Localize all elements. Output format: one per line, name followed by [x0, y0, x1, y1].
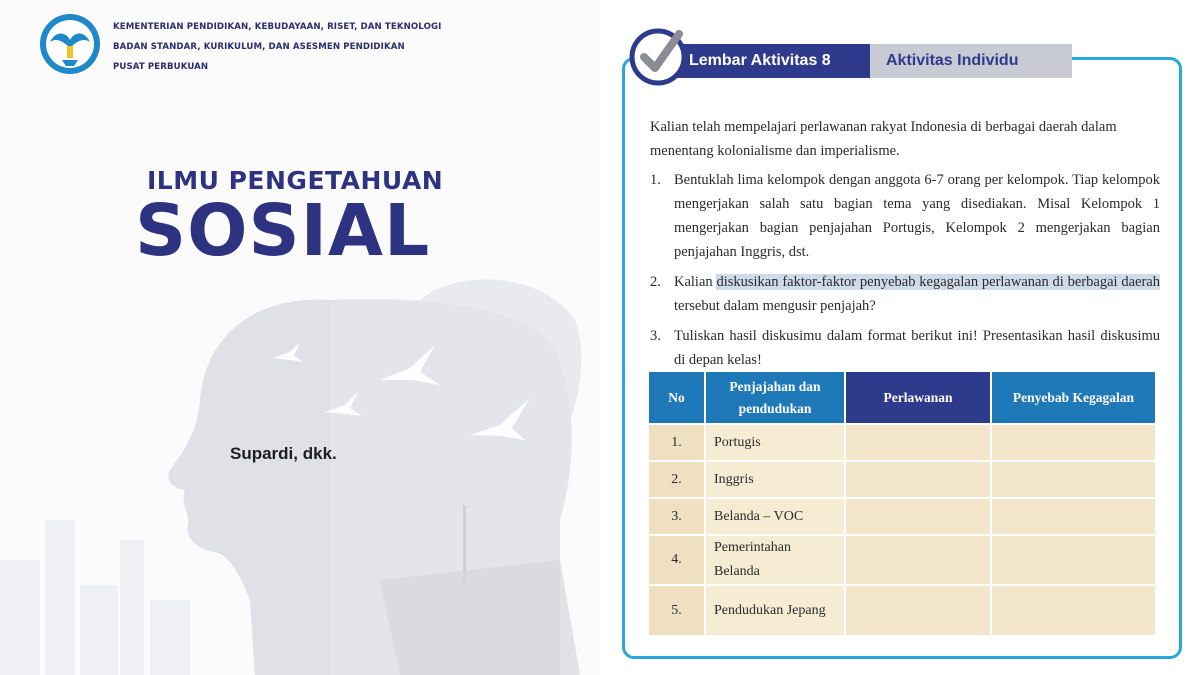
header-occupation: Penjajahan dan pendudukan [705, 372, 845, 424]
activity-type-label: Aktivitas Individu [870, 44, 1072, 78]
step-number: 2. [650, 274, 661, 290]
row-occupation: Inggris [705, 461, 845, 498]
activity-steps [650, 168, 1160, 378]
subject-title: SOSIAL [135, 189, 431, 272]
discussion-table [649, 372, 1157, 635]
ministry-line-3: PUSAT PERBUKUAN [113, 62, 209, 72]
checkmark-icon [627, 24, 689, 86]
step-2 [650, 270, 1160, 318]
header-failure-cause: Penyebab Kegagalan [991, 372, 1156, 424]
step-3 [650, 324, 1160, 372]
activity-tab-label: Lembar Aktivitas 8 [667, 44, 870, 78]
step-text-after: tersebut dalam mengusir penjajah? [674, 298, 876, 314]
activity-intro: Kalian telah mempelajari perlawanan rakyat Indonesia di berbagai daerah dalam menentang kolonialisme dan imperialisme. [650, 119, 1117, 159]
table-row [649, 461, 1156, 498]
row-occupation: Portugis [705, 424, 845, 461]
ministry-line-1: KEMENTERIAN PENDIDIKAN, KEBUDAYAAN, RISET, DAN TEKNOLOGI [113, 22, 442, 32]
row-cause-cell[interactable] [991, 585, 1156, 635]
row-resistance-cell[interactable] [845, 424, 991, 461]
subject-prefix: ILMU PENGETAHUAN [147, 166, 444, 195]
table-row [649, 535, 1156, 585]
row-occupation: Pemerintahan Belanda [705, 535, 845, 585]
header-no: No [649, 372, 705, 424]
row-occupation: Belanda – VOC [705, 498, 845, 535]
row-resistance-cell[interactable] [845, 498, 991, 535]
ministry-line-2: BADAN STANDAR, KURIKULUM, DAN ASESMEN PENDIDIKAN [113, 42, 405, 52]
row-cause-cell[interactable] [991, 498, 1156, 535]
author-name: Supardi, dkk. [230, 444, 337, 463]
step-text-before: Kalian [674, 274, 717, 290]
row-cause-cell[interactable] [991, 535, 1156, 585]
row-cause-cell[interactable] [991, 461, 1156, 498]
table-row [649, 424, 1156, 461]
step-text: Tuliskan hasil diskusimu dalam format berikut ini! Presentasikan hasil diskusimu di depan kelas! [674, 328, 1160, 368]
row-number: 4. [649, 535, 705, 585]
row-resistance-cell[interactable] [845, 461, 991, 498]
row-number: 3. [649, 498, 705, 535]
row-number: 5. [649, 585, 705, 635]
step-text-highlight: diskusikan faktor-faktor penyebab kegagalan perlawanan di berbagai daerah [716, 274, 1160, 290]
row-resistance-cell[interactable] [845, 585, 991, 635]
table-header-row [649, 372, 1156, 424]
step-number: 3. [650, 328, 661, 344]
step-1 [650, 168, 1160, 264]
header-resistance: Perlawanan [845, 372, 991, 424]
ministry-header [113, 17, 441, 77]
tut-wuri-handayani-logo [38, 12, 102, 76]
table-row [649, 585, 1156, 635]
step-number: 1. [650, 172, 661, 188]
row-resistance-cell[interactable] [845, 535, 991, 585]
row-number: 1. [649, 424, 705, 461]
row-number: 2. [649, 461, 705, 498]
step-text: Bentuklah lima kelompok dengan anggota 6-7 orang per kelompok. Tiap kelompok mengerjakan salah satu bagian tema yang disediakan. Misal Kelompok 1 mengerjakan bagian penjajahan Portugis, Kelompok 2 mengerjakan bagian penjajahan Inggris, dst. [674, 172, 1160, 260]
row-occupation: Pendudukan Jepang [705, 585, 845, 635]
table-row [649, 498, 1156, 535]
row-cause-cell[interactable] [991, 424, 1156, 461]
